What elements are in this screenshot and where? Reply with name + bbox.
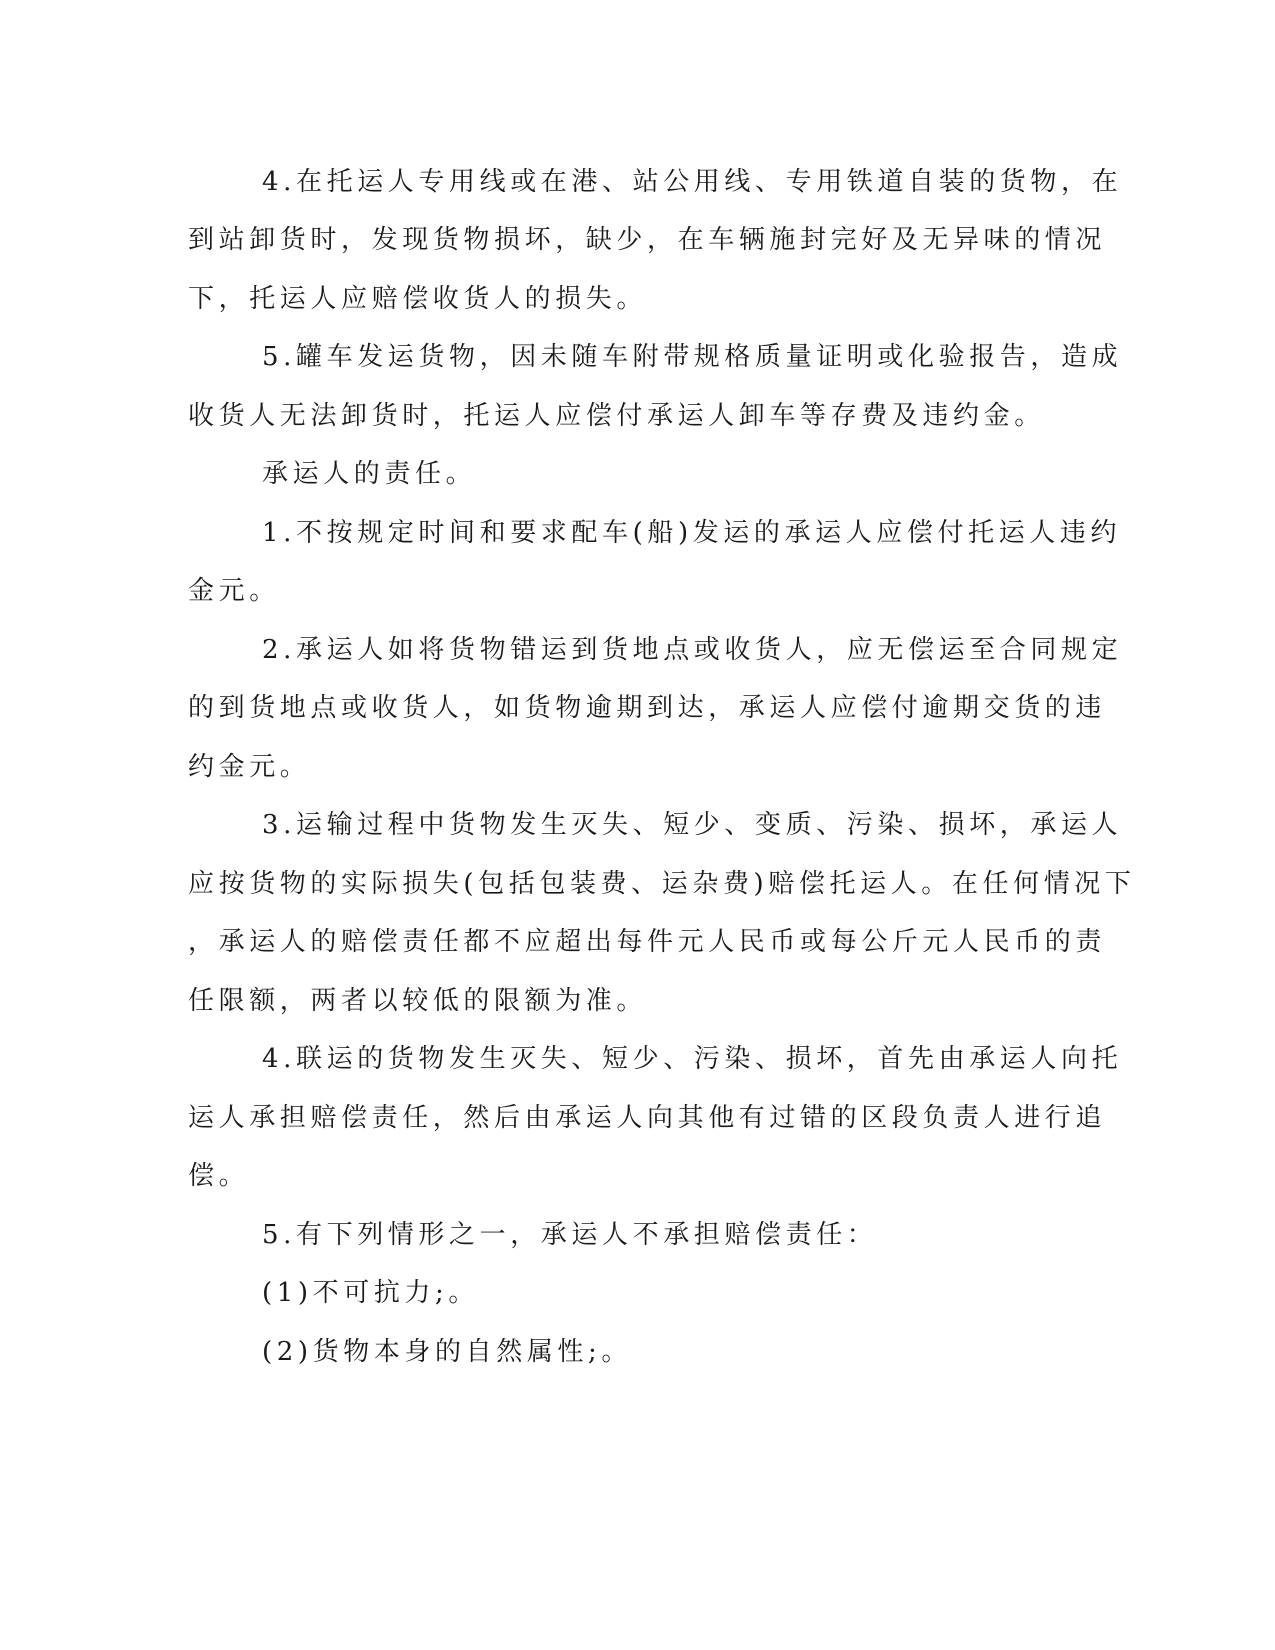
text-line-3: 下，托运人应赔偿收货人的损失。 [188,284,648,314]
text-line-18: 偿。 [188,1161,250,1191]
text-line-10: 的到货地点或收货人，如货物逾期到达，承运人应偿付逾期交货的违 [188,693,1107,723]
text-line-9: 2.承运人如将货物错运到货地点或收货人，应无偿运至合同规定 [262,635,1123,665]
text-line-13: 应按货物的实际损失(包括包装费、运杂费)赔偿托运人。在任何情况下 [188,869,1136,899]
text-line-17: 运人承担赔偿责任，然后由承运人向其他有过错的区段负责人进行追 [188,1103,1107,1133]
text-line-5: 收货人无法卸货时，托运人应偿付承运人卸车等存费及违约金。 [188,401,1045,431]
text-line-1: 4.在托运人专用线或在港、站公用线、专用铁道自装的货物，在 [262,167,1123,197]
text-line-14: ，承运人的赔偿责任都不应超出每件元人民币或每公斤元人民币的责 [188,927,1107,957]
text-line-19: 5.有下列情形之一，承运人不承担赔偿责任： [262,1220,878,1250]
text-line-16: 4.联运的货物发生灭失、短少、污染、损坏，首先由承运人向托 [262,1044,1123,1074]
list-item-1: (1)不可抗力;。 [262,1278,479,1308]
text-line-8: 金元。 [188,576,280,606]
text-line-7: 1.不按规定时间和要求配车(船)发运的承运人应偿付托运人违约 [262,518,1122,548]
text-line-2: 到站卸货时，发现货物损坏，缺少，在车辆施封完好及无异味的情况 [188,225,1107,255]
section-heading: 承运人的责任。 [262,459,477,489]
text-line-4: 5.罐车发运货物，因未随车附带规格质量证明或化验报告，造成 [262,342,1123,372]
text-line-11: 约金元。 [188,752,311,782]
text-line-15: 任限额，两者以较低的限额为准。 [188,986,648,1016]
text-line-12: 3.运输过程中货物发生灭失、短少、变质、污染、损坏，承运人 [262,810,1123,840]
list-item-2: (2)货物本身的自然属性;。 [262,1337,632,1367]
